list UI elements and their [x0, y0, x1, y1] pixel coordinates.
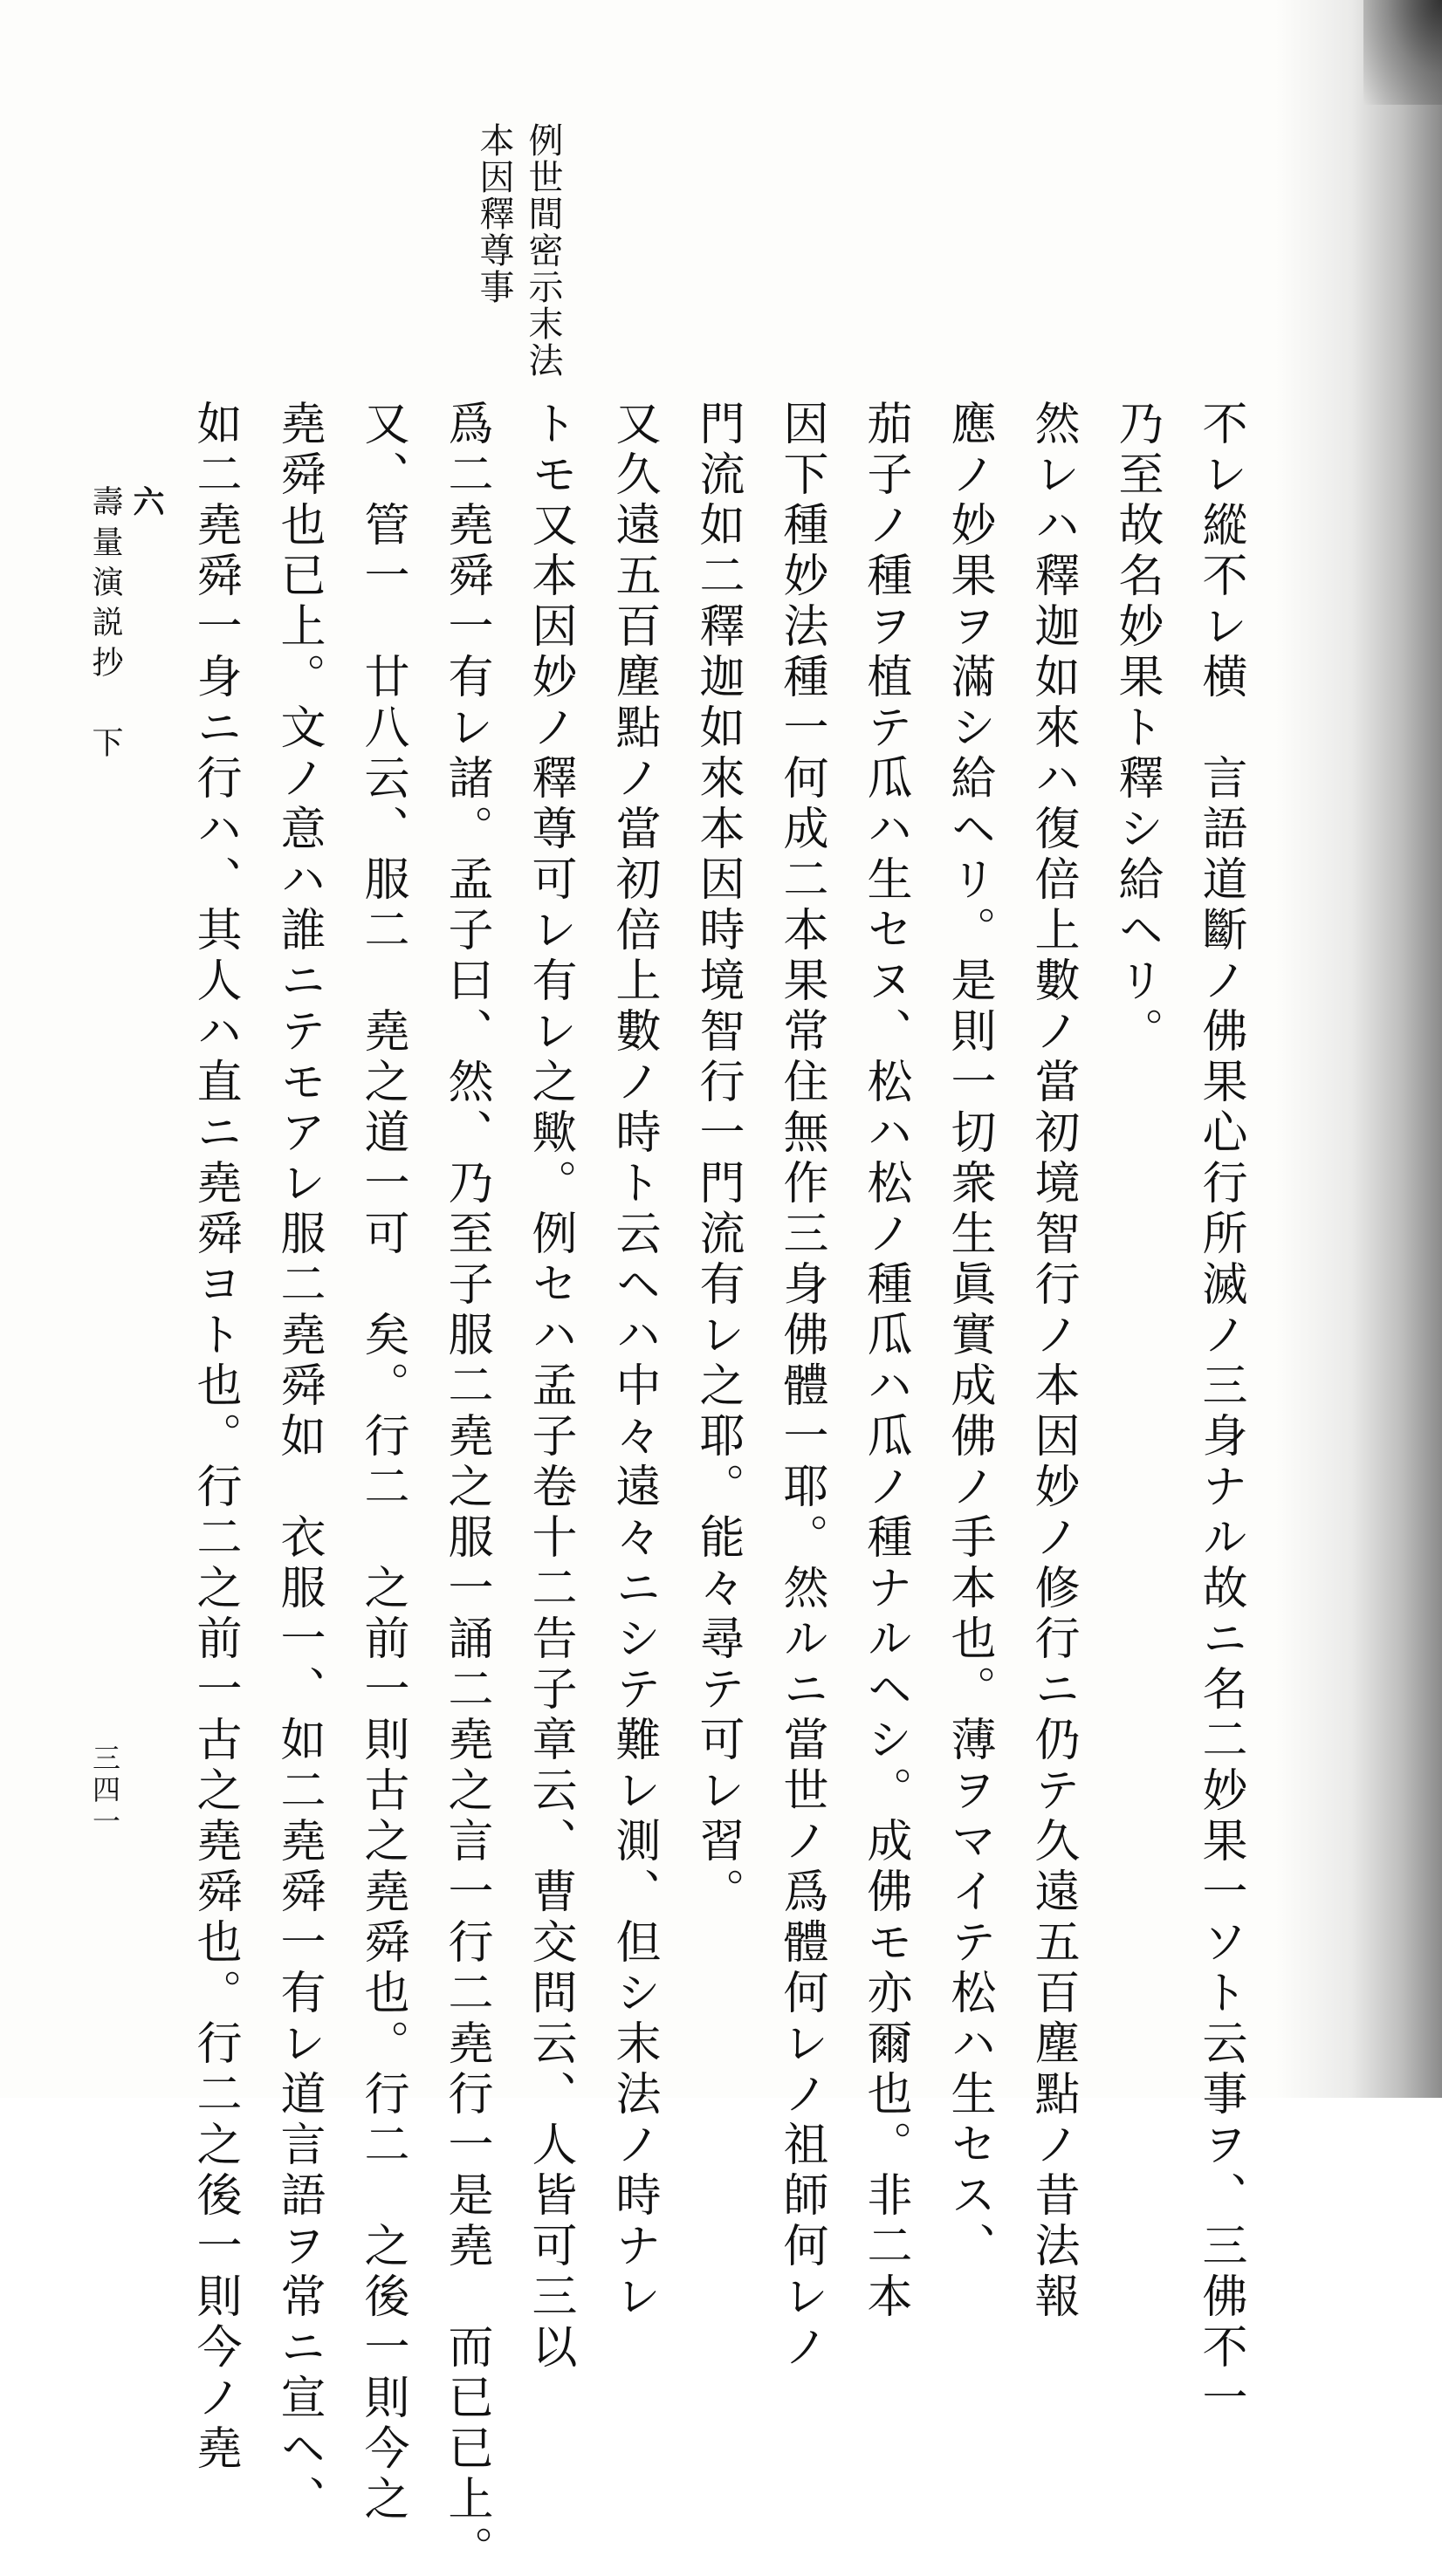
marginal-note-line-1: 例世間密示末法	[523, 122, 563, 379]
text-column-1: 不レ縱不レ横 言語道斷ノ佛果心行所滅ノ三身ナル故ニ名二妙果一ソト云事ヲ、三佛不一	[1194, 400, 1246, 2424]
text-column-2: 乃至故名妙果ト釋シ給ヘリ。	[1110, 400, 1163, 1058]
text-column-4: 應ノ妙果ヲ滿シ給ヘリ。是則一切衆生眞實成佛ノ手本也。薄ヲマイテ松ハ生セス、	[943, 400, 995, 2272]
main-text-body	[171, 400, 1250, 2576]
text-column-11: 又、管一 廿八云、服二 堯之道一可 矣。行二 之前一則古之堯舜也。行二 之後一則今之	[356, 400, 409, 2525]
marginal-note	[470, 122, 567, 436]
text-column-13: 如二堯舜一身ニ行ハ、其人ハ直ニ堯舜ヨト也。行二之前一古之堯舜也。行二之後一則今ノ堯	[189, 400, 241, 2475]
text-column-5: 茄子ノ種ヲ植テ瓜ハ生セヌ、松ハ松ノ種瓜ハ瓜ノ種ナルヘシ。成佛モ亦爾也。非二本	[859, 400, 911, 2323]
running-header	[84, 485, 168, 766]
text-column-6: 因下種妙法種一何成二本果常住無作三身佛體一耶。然ルニ當世ノ爲體何レノ祖師何レノ	[775, 400, 827, 2374]
page-number: 三四一	[88, 1744, 121, 1838]
text-column-7: 門流如二釋迦如來本因時境智行一門流有レ之耶。能々尋テ可レ習。	[691, 400, 744, 1918]
chapter-number: 六	[128, 485, 165, 525]
text-column-3: 然レハ釋迦如來ハ復倍上數ノ當初境智行ノ本因妙ノ修行ニ仍テ久遠五百塵點ノ昔法報	[1027, 400, 1079, 2323]
marginal-note-line-2: 本因釋尊事	[474, 122, 514, 305]
page-edge-shadow	[1276, 0, 1442, 2098]
text-column-10: 爲二堯舜一有レ諸。孟子曰、然、乃至子服二堯之服一誦二堯之言一行二堯行一是堯 而已已上。	[440, 400, 492, 2576]
text-column-12: 堯舜也已上。文ノ意ハ誰ニテモアレ服二堯舜如 衣服一、如二堯舜一有レ道言語ヲ常ニ宣ヘ、	[272, 400, 325, 2525]
text-column-9: トモ又本因妙ノ釋尊可レ有レ之歟。例セハ孟子卷十二告子章云、曹交問云、人皆可三以	[524, 400, 576, 2374]
text-column-8: 又久遠五百塵點ノ當初倍上數ノ時ト云ヘハ中々遠々ニシテ難レ測、但シ末法ノ時ナレ	[608, 400, 660, 2323]
book-title: 壽量演説抄 下	[87, 485, 123, 766]
page-corner-shadow	[1363, 0, 1442, 105]
